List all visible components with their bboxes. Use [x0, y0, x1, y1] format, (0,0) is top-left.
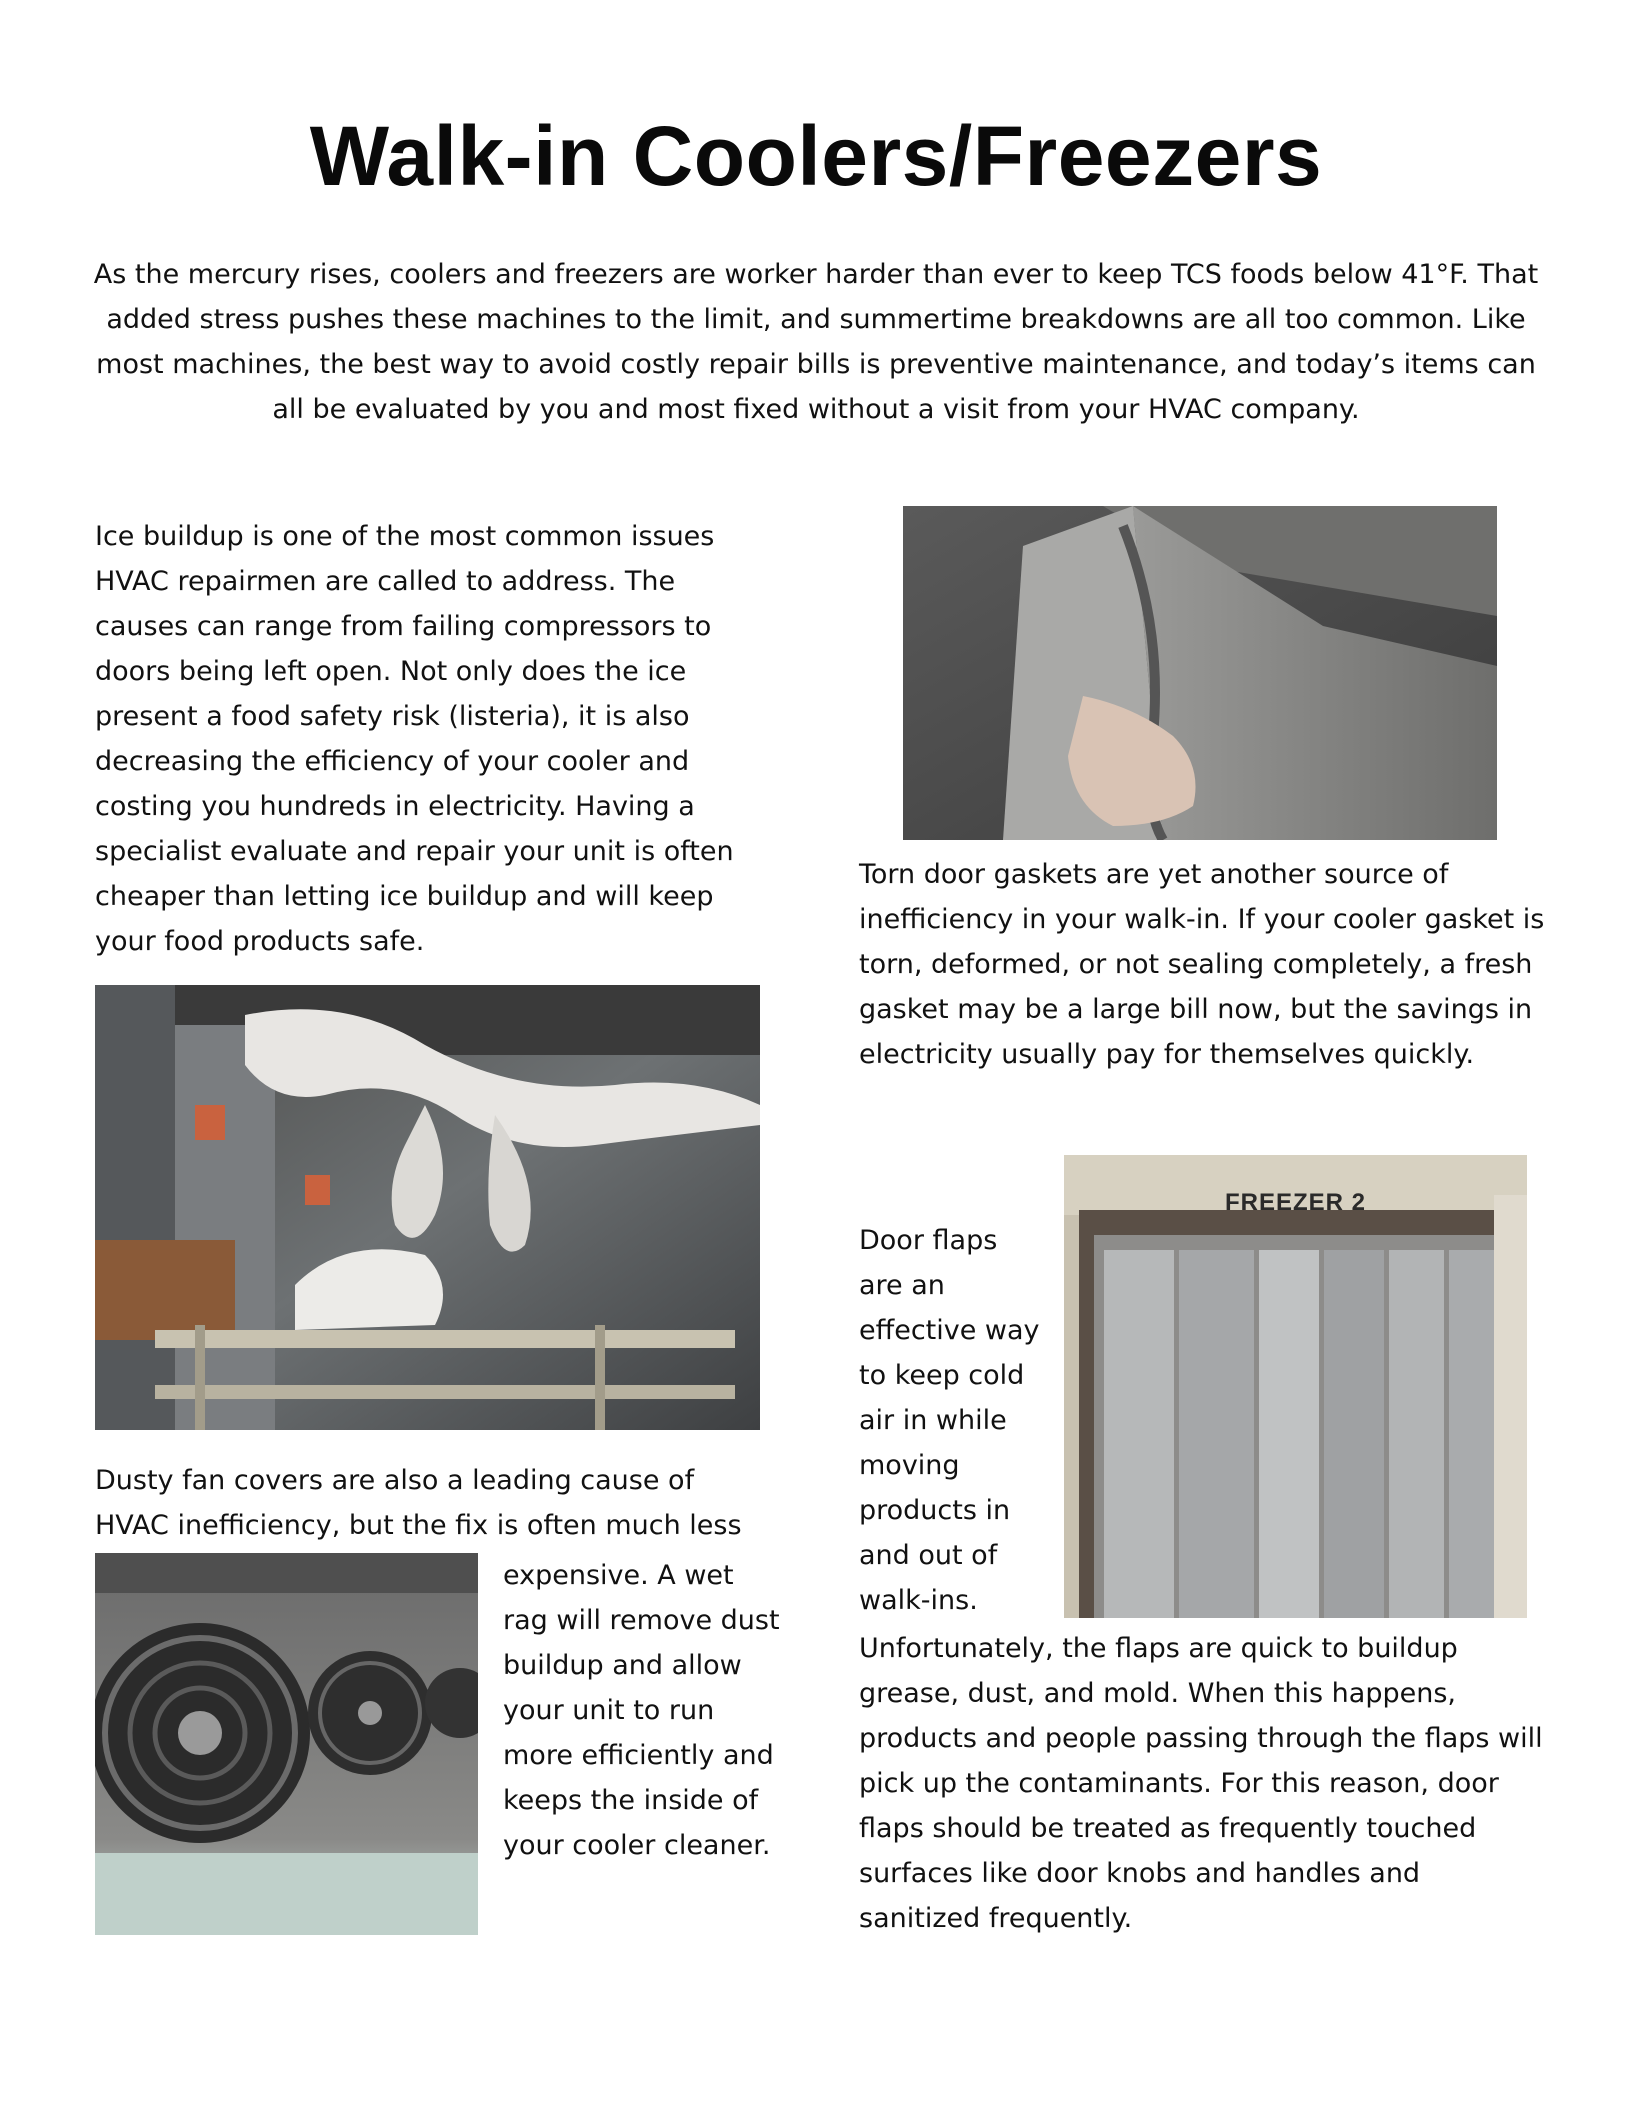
- door-gaskets-paragraph: Torn door gaskets are yet another source of inefficiency in your walk-in. If your cooler gasket is torn, deformed, or not sealing completely, a fresh gasket may be a large bill now, but the savings in electricity usually pay for themselves quickly.: [859, 859, 1545, 1070]
- ice-buildup-paragraph: Ice buildup is one of the most common issues HVAC repairmen are called to address. The causes can range from failing compressors to doors being left open. Not only does the ice present a food safety risk (listeria), it is also decreasing the efficiency of your cooler and costing you hundreds in electricity. Having a specialist evaluate and repair your unit is often cheaper than letting ice buildup and will keep your food products safe.: [95, 521, 734, 957]
- door-flaps-photo: [1064, 1155, 1527, 1618]
- freezer-sign: FREEZER 2: [1224, 1189, 1367, 1216]
- fan-covers-intro: Dusty fan covers are also a leading cause of HVAC inefficiency, but the fix is often much less: [95, 1465, 742, 1541]
- ice-buildup-photo: [95, 985, 760, 1430]
- door-gasket-photo: [903, 506, 1497, 840]
- fan-covers-continuation: expensive. A wet rag will remove dust buildup and allow your unit to run more efficiently and keeps the inside of your cooler cleaner.: [503, 1560, 780, 1861]
- fan-cover-photo: [95, 1553, 478, 1935]
- door-flaps-intro: Door flaps are an effective way to keep cold air in while moving products in and out of walk-ins.: [859, 1225, 1040, 1616]
- intro-paragraph: As the mercury rises, coolers and freezers are worker harder than ever to keep TCS foods below 41°F. That added stress pushes these machines to the limit, and summertime breakdowns are all too common. Like most machines, the best way to avoid costly repair bills is preventive maintenance, and today’s items can all be evaluated by you and most fixed without a visit from your HVAC company.: [93, 259, 1539, 425]
- door-flaps-continuation: Unfortunately, the flaps are quick to buildup grease, dust, and mold. When this happens, products and people passing through the flaps will pick up the contaminants. For this reason, door flaps should be treated as frequently touched surfaces like door knobs and handles and sanitized frequently.: [859, 1633, 1543, 1934]
- page-title: Walk-in Coolers/Freezers: [309, 109, 1323, 203]
